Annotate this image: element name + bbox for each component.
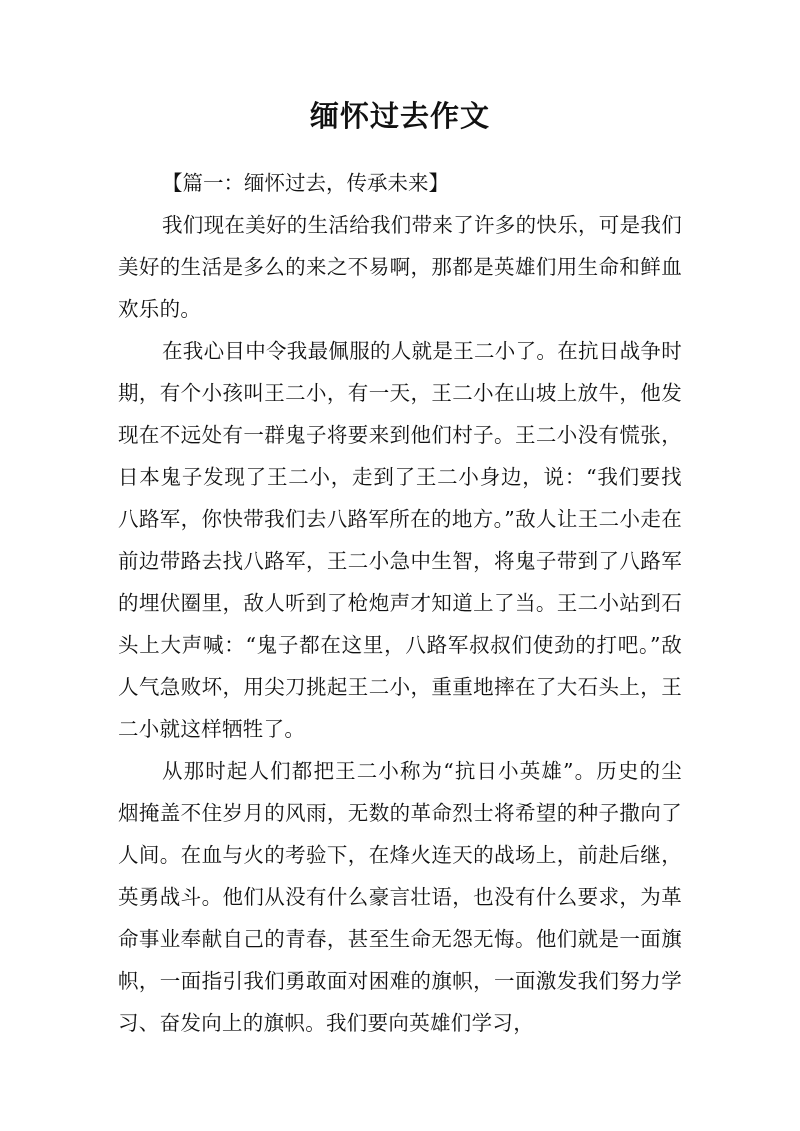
section-heading: 【篇一：缅怀过去，传承未来】 (162, 171, 449, 195)
document-title: 缅怀过去作文 (309, 99, 490, 133)
paragraph-2: 在我心目中令我最佩服的人就是王二小了。在抗日战争时期，有个小孩叫王二小，有一天，王二小在山坡上放牛，他发现在不远处有一群鬼子将要来到他们村子。王二小没有慌张，日本鬼子发现了王二小，走到了王二小身边，说：“我们要找八路军，你快带我们去八路军所在的地方。”敌人让王二小走在前边带路去找八路军，王二小急中生智，将鬼子带到了八路军的埋伏圈里，敌人听到了枪炮声才知道上了当。王二小站到石头上大声喊：“鬼子都在这里，八路军叔叔们使劲的打吧。”敌人气急败坏，用尖刀挑起王二小，重重地摔在了大石头上，王二小就这样牺牲了。 (118, 339, 682, 741)
paragraph-3: 从那时起人们都把王二小称为“抗日小英雄”。历史的尘烟掩盖不住岁月的风雨，无数的革命烈士将希望的种子撒向了人间。在血与火的考验下，在烽火连天的战场上，前赴后继，英勇战斗。他们从没有什么豪言壮语，也没有什么要求，为革命事业奉献自己的青春，甚至生命无怨无悔。他们就是一面旗帜，一面指引我们勇敢面对困难的旗帜，一面激发我们努力学习、奋发向上的旗帜。我们要向英雄们学习， (118, 759, 682, 1035)
paragraph-1: 我们现在美好的生活给我们带来了许多的快乐，可是我们美好的生活是多么的来之不易啊，那都是英雄们用生命和鲜血欢乐的。 (118, 213, 682, 321)
